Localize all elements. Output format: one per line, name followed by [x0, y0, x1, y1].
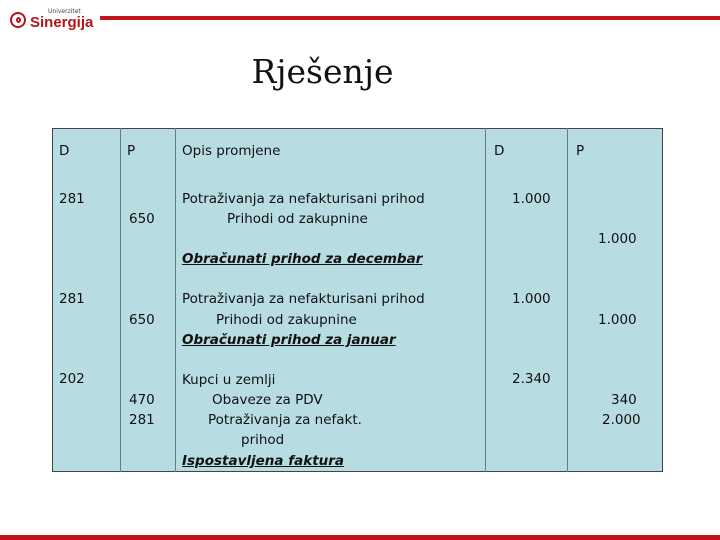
entry-2-note: Obračunati prihod za januar: [182, 332, 396, 348]
entry-3-credit-account-1: 470: [129, 392, 155, 408]
entry-1-line-2: Prihodi od zakupnine: [227, 211, 368, 227]
column-divider: [485, 128, 486, 472]
header-debit-account: D: [59, 143, 70, 159]
column-divider: [120, 128, 121, 472]
entry-3-debit-amount: 2.340: [512, 371, 551, 387]
logo-subtitle: Univerzitet: [48, 8, 81, 15]
header-debit-amount: D: [494, 143, 505, 159]
entry-2-line-1: Potraživanja za nefakturisani prihod: [182, 291, 425, 307]
logo-name: Sinergija: [30, 14, 94, 31]
slide-title: Rješenje: [251, 52, 394, 91]
column-divider: [567, 128, 568, 472]
entry-1-debit-amount: 1.000: [512, 191, 551, 207]
entry-3-debit-account: 202: [59, 371, 85, 387]
column-divider: [175, 128, 176, 472]
entry-1-credit-account: 650: [129, 211, 155, 227]
top-accent-bar: [100, 16, 720, 20]
entry-3-note: Ispostavljena faktura: [182, 453, 345, 469]
university-logo: [10, 6, 92, 32]
header-credit-account: P: [127, 143, 136, 159]
entry-3-credit-amount-2: 2.000: [602, 412, 641, 428]
header-credit-amount: P: [576, 143, 585, 159]
entry-1-line-1: Potraživanja za nefakturisani prihod: [182, 191, 425, 207]
logo-emblem-icon: [10, 12, 26, 28]
entry-3-credit-amount-1: 340: [611, 392, 637, 408]
entry-2-credit-account: 650: [129, 312, 155, 328]
entry-1-credit-amount: 1.000: [598, 231, 637, 247]
entry-3-line-1: Kupci u zemlji: [182, 372, 276, 388]
header-description: Opis promjene: [182, 143, 281, 159]
entry-1-debit-account: 281: [59, 191, 85, 207]
entry-3-line-3: Potraživanja za nefakt.: [208, 412, 362, 428]
entry-3-line-2: Obaveze za PDV: [212, 392, 323, 408]
entry-3-credit-account-2: 281: [129, 412, 155, 428]
entry-2-debit-amount: 1.000: [512, 291, 551, 307]
entry-3-line-4: prihod: [241, 432, 285, 448]
entry-2-credit-amount: 1.000: [598, 312, 637, 328]
bottom-accent-bar: [0, 535, 720, 540]
entry-2-line-2: Prihodi od zakupnine: [216, 312, 357, 328]
entry-2-debit-account: 281: [59, 291, 85, 307]
entry-1-note: Obračunati prihod za decembar: [182, 251, 423, 267]
